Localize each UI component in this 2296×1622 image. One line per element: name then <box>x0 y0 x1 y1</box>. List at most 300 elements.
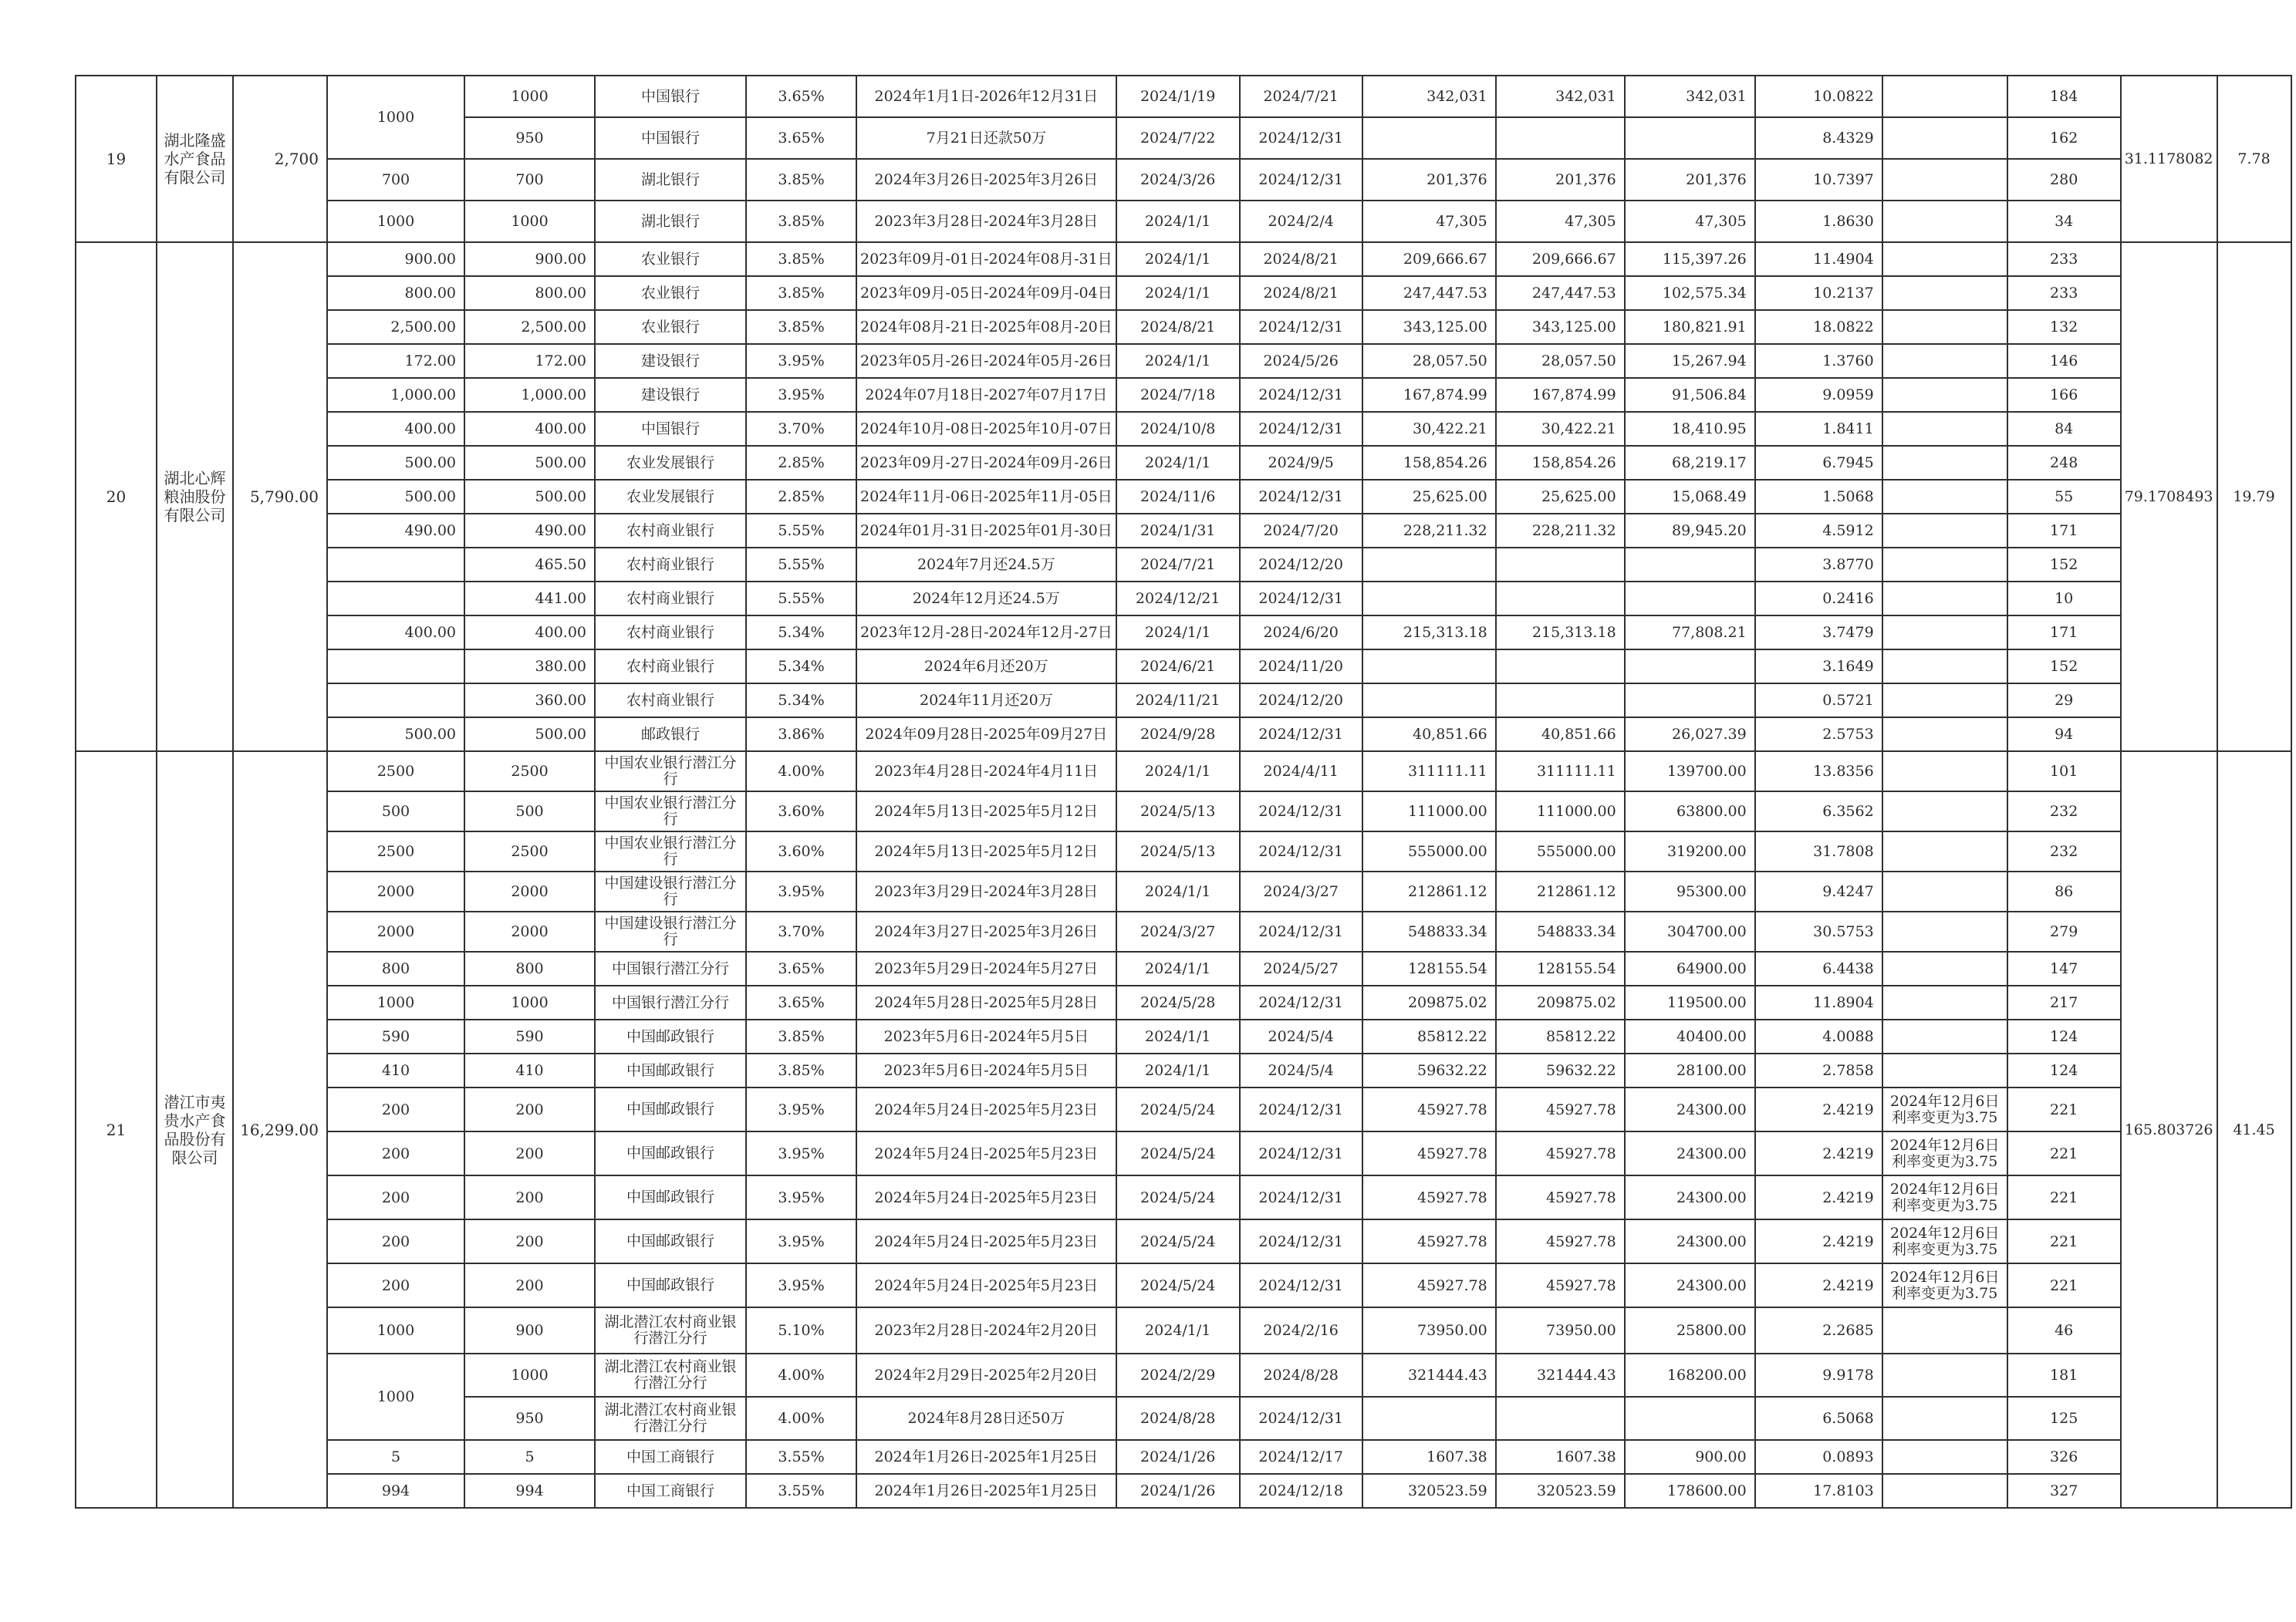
principal-cell: 200 <box>464 1131 595 1175</box>
amount-2-cell: 45927.78 <box>1496 1219 1625 1263</box>
interest-value-cell: 2.7858 <box>1755 1054 1882 1088</box>
amount-3-cell: 68,219.17 <box>1625 446 1755 480</box>
amount-3-cell: 95300.00 <box>1625 872 1755 912</box>
loan-amount-cell: 200 <box>327 1219 464 1263</box>
principal-cell: 200 <box>464 1088 595 1131</box>
bank-name-cell: 中国工商银行 <box>595 1440 746 1474</box>
interest-value-cell: 2.4219 <box>1755 1219 1882 1263</box>
interest-rate-cell: 4.00% <box>746 1354 856 1397</box>
table-row <box>76 344 2291 378</box>
interest-value-cell: 11.4904 <box>1755 242 1882 276</box>
amount-1-cell: 45927.78 <box>1362 1131 1496 1175</box>
interest-rate-cell: 3.60% <box>746 791 856 831</box>
days-cell: 221 <box>2007 1219 2121 1263</box>
start-date-cell: 2024/5/13 <box>1116 831 1240 872</box>
bank-name-cell: 中国银行 <box>595 76 746 117</box>
amount-2-cell: 167,874.99 <box>1496 378 1625 412</box>
principal-cell: 700 <box>464 159 595 201</box>
loan-period-cell: 2024年5月13日-2025年5月12日 <box>856 831 1116 872</box>
end-date-cell: 2024/5/27 <box>1240 952 1362 986</box>
end-date-cell: 2024/12/31 <box>1240 791 1362 831</box>
days-cell: 147 <box>2007 952 2121 986</box>
loan-period-cell: 2024年5月13日-2025年5月12日 <box>856 791 1116 831</box>
end-date-cell: 2024/9/5 <box>1240 446 1362 480</box>
note-cell <box>1882 872 2007 912</box>
loan-amount-cell: 500.00 <box>327 480 464 514</box>
loan-amount-cell: 900.00 <box>327 242 464 276</box>
days-cell: 279 <box>2007 912 2121 952</box>
start-date-cell: 2024/12/21 <box>1116 582 1240 615</box>
amount-3-cell: 63800.00 <box>1625 791 1755 831</box>
bank-name-cell: 农业银行 <box>595 310 746 344</box>
bank-name-cell: 中国银行潜江分行 <box>595 952 746 986</box>
interest-value-cell: 6.3562 <box>1755 791 1882 831</box>
loan-period-cell: 2024年2月29日-2025年2月20日 <box>856 1354 1116 1397</box>
principal-cell: 360.00 <box>464 683 595 717</box>
amount-2-cell: 85812.22 <box>1496 1020 1625 1054</box>
bank-name-cell: 农业发展银行 <box>595 446 746 480</box>
company-share-cell: 19.79 <box>2217 242 2291 751</box>
amount-2-cell: 212861.12 <box>1496 872 1625 912</box>
amount-3-cell: 24300.00 <box>1625 1175 1755 1219</box>
bank-name-cell: 农业发展银行 <box>595 480 746 514</box>
amount-2-cell: 321444.43 <box>1496 1354 1625 1397</box>
end-date-cell: 2024/2/4 <box>1240 201 1362 242</box>
loan-amount-cell: 1,000.00 <box>327 378 464 412</box>
days-cell: 248 <box>2007 446 2121 480</box>
amount-1-cell: 342,031 <box>1362 76 1496 117</box>
end-date-cell: 2024/8/28 <box>1240 1354 1362 1397</box>
end-date-cell: 2024/12/31 <box>1240 912 1362 952</box>
principal-cell: 1000 <box>464 76 595 117</box>
loan-amount-cell: 994 <box>327 1474 464 1508</box>
interest-rate-cell: 3.95% <box>746 344 856 378</box>
amount-2-cell <box>1496 683 1625 717</box>
days-cell: 34 <box>2007 201 2121 242</box>
amount-3-cell: 47,305 <box>1625 201 1755 242</box>
interest-rate-cell: 3.95% <box>746 1131 856 1175</box>
amount-1-cell: 45927.78 <box>1362 1219 1496 1263</box>
end-date-cell: 2024/12/31 <box>1240 717 1362 751</box>
start-date-cell: 2024/8/28 <box>1116 1397 1240 1440</box>
bank-name-cell: 中国邮政银行 <box>595 1219 746 1263</box>
table-row <box>76 1307 2291 1354</box>
bank-name-cell: 中国邮政银行 <box>595 1088 746 1131</box>
note-cell <box>1882 912 2007 952</box>
loan-amount-cell: 2000 <box>327 872 464 912</box>
interest-rate-cell: 3.70% <box>746 912 856 952</box>
start-date-cell: 2024/1/1 <box>1116 242 1240 276</box>
interest-value-cell: 3.1649 <box>1755 649 1882 683</box>
amount-2-cell: 25,625.00 <box>1496 480 1625 514</box>
bank-name-cell: 农村商业银行 <box>595 514 746 548</box>
start-date-cell: 2024/1/26 <box>1116 1474 1240 1508</box>
start-date-cell: 2024/1/1 <box>1116 615 1240 649</box>
principal-cell: 1,000.00 <box>464 378 595 412</box>
loan-amount-cell <box>327 582 464 615</box>
amount-3-cell: 24300.00 <box>1625 1263 1755 1307</box>
table-row <box>76 717 2291 751</box>
loan-amount-cell: 172.00 <box>327 344 464 378</box>
note-cell <box>1882 276 2007 310</box>
end-date-cell: 2024/6/20 <box>1240 615 1362 649</box>
table-row <box>76 912 2291 952</box>
loan-period-cell: 2023年09月-27日-2024年09月-26日 <box>856 446 1116 480</box>
amount-2-cell: 45927.78 <box>1496 1131 1625 1175</box>
note-cell <box>1882 76 2007 117</box>
bank-name-cell: 农村商业银行 <box>595 683 746 717</box>
table-row <box>76 514 2291 548</box>
principal-cell: 1000 <box>464 986 595 1020</box>
amount-2-cell: 247,447.53 <box>1496 276 1625 310</box>
days-cell: 166 <box>2007 378 2121 412</box>
table-row <box>76 1131 2291 1175</box>
days-cell: 10 <box>2007 582 2121 615</box>
start-date-cell: 2024/11/6 <box>1116 480 1240 514</box>
loan-amount-cell: 800.00 <box>327 276 464 310</box>
table-row <box>76 791 2291 831</box>
bank-name-cell: 农业银行 <box>595 242 746 276</box>
amount-3-cell: 26,027.39 <box>1625 717 1755 751</box>
amount-2-cell: 45927.78 <box>1496 1088 1625 1131</box>
days-cell: 46 <box>2007 1307 2121 1354</box>
principal-cell: 500 <box>464 791 595 831</box>
amount-2-cell: 209875.02 <box>1496 986 1625 1020</box>
interest-value-cell: 6.7945 <box>1755 446 1882 480</box>
amount-2-cell: 158,854.26 <box>1496 446 1625 480</box>
end-date-cell: 2024/3/27 <box>1240 872 1362 912</box>
bank-name-cell: 中国建设银行潜江分行 <box>595 912 746 952</box>
days-cell: 29 <box>2007 683 2121 717</box>
bank-name-cell: 农村商业银行 <box>595 582 746 615</box>
note-cell <box>1882 378 2007 412</box>
note-cell <box>1882 582 2007 615</box>
loan-period-cell: 2024年1月1日-2026年12月31日 <box>856 76 1116 117</box>
interest-rate-cell: 5.55% <box>746 548 856 582</box>
principal-cell: 1000 <box>464 201 595 242</box>
start-date-cell: 2024/8/21 <box>1116 310 1240 344</box>
days-cell: 181 <box>2007 1354 2121 1397</box>
interest-rate-cell: 3.65% <box>746 76 856 117</box>
bank-name-cell: 建设银行 <box>595 344 746 378</box>
amount-2-cell: 228,211.32 <box>1496 514 1625 548</box>
note-cell: 2024年12月6日利率变更为3.75 <box>1882 1175 2007 1219</box>
end-date-cell: 2024/12/31 <box>1240 480 1362 514</box>
start-date-cell: 2024/6/21 <box>1116 649 1240 683</box>
serial-number-cell: 21 <box>76 751 157 1508</box>
interest-value-cell: 2.5753 <box>1755 717 1882 751</box>
interest-rate-cell: 5.34% <box>746 615 856 649</box>
start-date-cell: 2024/1/26 <box>1116 1440 1240 1474</box>
table-row <box>76 412 2291 446</box>
amount-3-cell: 342,031 <box>1625 76 1755 117</box>
days-cell: 84 <box>2007 412 2121 446</box>
start-date-cell: 2024/1/1 <box>1116 952 1240 986</box>
start-date-cell: 2024/1/1 <box>1116 276 1240 310</box>
table-row <box>76 548 2291 582</box>
principal-cell: 380.00 <box>464 649 595 683</box>
note-cell <box>1882 117 2007 159</box>
days-cell: 221 <box>2007 1088 2121 1131</box>
note-cell <box>1882 310 2007 344</box>
amount-3-cell: 40400.00 <box>1625 1020 1755 1054</box>
note-cell <box>1882 986 2007 1020</box>
table-row <box>76 1175 2291 1219</box>
amount-3-cell: 319200.00 <box>1625 831 1755 872</box>
bank-name-cell: 中国邮政银行 <box>595 1175 746 1219</box>
table-row <box>76 201 2291 242</box>
bank-name-cell: 农村商业银行 <box>595 548 746 582</box>
amount-1-cell: 128155.54 <box>1362 952 1496 986</box>
amount-1-cell: 45927.78 <box>1362 1263 1496 1307</box>
loan-amount-cell <box>327 683 464 717</box>
end-date-cell: 2024/5/26 <box>1240 344 1362 378</box>
bank-name-cell: 中国邮政银行 <box>595 1131 746 1175</box>
amount-2-cell <box>1496 548 1625 582</box>
interest-rate-cell: 3.95% <box>746 1219 856 1263</box>
start-date-cell: 2024/2/29 <box>1116 1354 1240 1397</box>
amount-1-cell: 25,625.00 <box>1362 480 1496 514</box>
interest-value-cell: 3.7479 <box>1755 615 1882 649</box>
serial-number-cell: 20 <box>76 242 157 751</box>
amount-1-cell: 40,851.66 <box>1362 717 1496 751</box>
interest-rate-cell: 3.86% <box>746 717 856 751</box>
bank-name-cell: 中国银行 <box>595 117 746 159</box>
principal-cell: 950 <box>464 117 595 159</box>
principal-cell: 465.50 <box>464 548 595 582</box>
end-date-cell: 2024/7/21 <box>1240 76 1362 117</box>
amount-3-cell: 64900.00 <box>1625 952 1755 986</box>
amount-1-cell: 209875.02 <box>1362 986 1496 1020</box>
principal-cell: 2000 <box>464 912 595 952</box>
end-date-cell: 2024/5/4 <box>1240 1020 1362 1054</box>
loan-period-cell: 2024年1月26日-2025年1月25日 <box>856 1440 1116 1474</box>
interest-rate-cell: 2.85% <box>746 446 856 480</box>
amount-3-cell <box>1625 582 1755 615</box>
interest-rate-cell: 3.65% <box>746 986 856 1020</box>
interest-value-cell: 1.3760 <box>1755 344 1882 378</box>
loan-period-cell: 2023年09月-05日-2024年09月-04日 <box>856 276 1116 310</box>
principal-cell: 2500 <box>464 831 595 872</box>
amount-1-cell: 201,376 <box>1362 159 1496 201</box>
loan-period-cell: 2024年7月还24.5万 <box>856 548 1116 582</box>
start-date-cell: 2024/1/1 <box>1116 1054 1240 1088</box>
interest-value-cell: 3.8770 <box>1755 548 1882 582</box>
days-cell: 221 <box>2007 1263 2121 1307</box>
company-total-cell: 5,790.00 <box>233 242 327 751</box>
amount-2-cell: 209,666.67 <box>1496 242 1625 276</box>
loan-period-cell: 2024年5月24日-2025年5月23日 <box>856 1088 1116 1131</box>
amount-3-cell: 201,376 <box>1625 159 1755 201</box>
company-name-cell: 潜江市夷贵水产食品股份有限公司 <box>157 751 233 1508</box>
amount-2-cell: 40,851.66 <box>1496 717 1625 751</box>
table-row <box>76 276 2291 310</box>
table-row <box>76 751 2291 791</box>
company-subtotal-cell: 31.1178082 <box>2121 76 2217 242</box>
interest-rate-cell: 4.00% <box>746 1397 856 1440</box>
start-date-cell: 2024/1/31 <box>1116 514 1240 548</box>
amount-3-cell: 304700.00 <box>1625 912 1755 952</box>
interest-value-cell: 2.4219 <box>1755 1263 1882 1307</box>
interest-rate-cell: 3.65% <box>746 952 856 986</box>
loan-period-cell: 2024年07月18日-2027年07月17日 <box>856 378 1116 412</box>
loan-period-cell: 2024年12月还24.5万 <box>856 582 1116 615</box>
interest-rate-cell: 5.55% <box>746 514 856 548</box>
loan-period-cell: 7月21日还款50万 <box>856 117 1116 159</box>
loan-period-cell: 2024年3月26日-2025年3月26日 <box>856 159 1116 201</box>
start-date-cell: 2024/1/1 <box>1116 872 1240 912</box>
days-cell: 132 <box>2007 310 2121 344</box>
interest-value-cell: 2.4219 <box>1755 1175 1882 1219</box>
loan-period-cell: 2024年10月-08日-2025年10月-07日 <box>856 412 1116 446</box>
note-cell <box>1882 1397 2007 1440</box>
table-row <box>76 242 2291 276</box>
principal-cell: 5 <box>464 1440 595 1474</box>
amount-1-cell: 28,057.50 <box>1362 344 1496 378</box>
start-date-cell: 2024/1/1 <box>1116 446 1240 480</box>
note-cell: 2024年12月6日利率变更为3.75 <box>1882 1263 2007 1307</box>
amount-1-cell <box>1362 582 1496 615</box>
interest-rate-cell: 5.55% <box>746 582 856 615</box>
note-cell <box>1882 514 2007 548</box>
end-date-cell: 2024/12/18 <box>1240 1474 1362 1508</box>
start-date-cell: 2024/5/24 <box>1116 1088 1240 1131</box>
principal-cell: 590 <box>464 1020 595 1054</box>
interest-rate-cell: 5.34% <box>746 649 856 683</box>
note-cell <box>1882 344 2007 378</box>
amount-1-cell: 311111.11 <box>1362 751 1496 791</box>
serial-number-cell: 19 <box>76 76 157 242</box>
interest-rate-cell: 3.95% <box>746 378 856 412</box>
table-row <box>76 310 2291 344</box>
table-row <box>76 1054 2291 1088</box>
table-row <box>76 480 2291 514</box>
amount-1-cell: 30,422.21 <box>1362 412 1496 446</box>
end-date-cell: 2024/12/20 <box>1240 548 1362 582</box>
days-cell: 94 <box>2007 717 2121 751</box>
principal-cell: 400.00 <box>464 412 595 446</box>
amount-2-cell: 311111.11 <box>1496 751 1625 791</box>
amount-1-cell: 85812.22 <box>1362 1020 1496 1054</box>
start-date-cell: 2024/3/27 <box>1116 912 1240 952</box>
table-row <box>76 76 2291 117</box>
interest-value-cell: 0.5721 <box>1755 683 1882 717</box>
table-row <box>76 1088 2291 1131</box>
loan-period-cell: 2024年5月24日-2025年5月23日 <box>856 1263 1116 1307</box>
loan-period-cell: 2024年5月24日-2025年5月23日 <box>856 1219 1116 1263</box>
amount-2-cell: 342,031 <box>1496 76 1625 117</box>
table-row <box>76 952 2291 986</box>
amount-3-cell: 15,068.49 <box>1625 480 1755 514</box>
note-cell: 2024年12月6日利率变更为3.75 <box>1882 1088 2007 1131</box>
principal-cell: 172.00 <box>464 344 595 378</box>
interest-value-cell: 0.2416 <box>1755 582 1882 615</box>
loan-period-cell: 2023年05月-26日-2024年05月-26日 <box>856 344 1116 378</box>
bank-name-cell: 湖北银行 <box>595 159 746 201</box>
days-cell: 171 <box>2007 514 2121 548</box>
amount-3-cell: 115,397.26 <box>1625 242 1755 276</box>
interest-value-cell: 8.4329 <box>1755 117 1882 159</box>
interest-rate-cell: 3.55% <box>746 1440 856 1474</box>
amount-3-cell: 139700.00 <box>1625 751 1755 791</box>
start-date-cell: 2024/7/18 <box>1116 378 1240 412</box>
end-date-cell: 2024/12/20 <box>1240 683 1362 717</box>
interest-rate-cell: 3.55% <box>746 1474 856 1508</box>
amount-3-cell: 77,808.21 <box>1625 615 1755 649</box>
note-cell <box>1882 1440 2007 1474</box>
start-date-cell: 2024/5/24 <box>1116 1219 1240 1263</box>
note-cell <box>1882 548 2007 582</box>
end-date-cell: 2024/12/31 <box>1240 986 1362 1020</box>
days-cell: 125 <box>2007 1397 2121 1440</box>
loan-amount-cell: 500.00 <box>327 446 464 480</box>
interest-rate-cell: 3.85% <box>746 201 856 242</box>
amount-1-cell: 228,211.32 <box>1362 514 1496 548</box>
days-cell: 124 <box>2007 1054 2121 1088</box>
days-cell: 184 <box>2007 76 2121 117</box>
note-cell <box>1882 480 2007 514</box>
amount-1-cell <box>1362 1397 1496 1440</box>
days-cell: 55 <box>2007 480 2121 514</box>
interest-value-cell: 4.0088 <box>1755 1020 1882 1054</box>
start-date-cell: 2024/7/22 <box>1116 117 1240 159</box>
table-row <box>76 649 2291 683</box>
interest-rate-cell: 3.85% <box>746 310 856 344</box>
amount-2-cell: 128155.54 <box>1496 952 1625 986</box>
loan-period-cell: 2023年3月29日-2024年3月28日 <box>856 872 1116 912</box>
days-cell: 124 <box>2007 1020 2121 1054</box>
start-date-cell: 2024/5/24 <box>1116 1263 1240 1307</box>
principal-cell: 500.00 <box>464 446 595 480</box>
amount-1-cell: 555000.00 <box>1362 831 1496 872</box>
loan-period-cell: 2024年11月-06日-2025年11月-05日 <box>856 480 1116 514</box>
company-subtotal-cell: 165.803726 <box>2121 751 2217 1508</box>
loan-period-cell: 2023年3月28日-2024年3月28日 <box>856 201 1116 242</box>
amount-1-cell: 212861.12 <box>1362 872 1496 912</box>
principal-cell: 900.00 <box>464 242 595 276</box>
end-date-cell: 2024/5/4 <box>1240 1054 1362 1088</box>
end-date-cell: 2024/12/17 <box>1240 1440 1362 1474</box>
end-date-cell: 2024/12/31 <box>1240 1263 1362 1307</box>
principal-cell: 500.00 <box>464 480 595 514</box>
amount-3-cell <box>1625 117 1755 159</box>
amount-1-cell: 215,313.18 <box>1362 615 1496 649</box>
end-date-cell: 2024/12/31 <box>1240 582 1362 615</box>
table-row <box>76 582 2291 615</box>
end-date-cell: 2024/12/31 <box>1240 1219 1362 1263</box>
loan-period-cell: 2024年5月24日-2025年5月23日 <box>856 1131 1116 1175</box>
note-cell <box>1882 1054 2007 1088</box>
days-cell: 217 <box>2007 986 2121 1020</box>
start-date-cell: 2024/1/1 <box>1116 344 1240 378</box>
interest-value-cell: 10.0822 <box>1755 76 1882 117</box>
note-cell <box>1882 791 2007 831</box>
amount-3-cell: 900.00 <box>1625 1440 1755 1474</box>
amount-2-cell: 1607.38 <box>1496 1440 1625 1474</box>
company-total-cell: 16,299.00 <box>233 751 327 1508</box>
note-cell <box>1882 159 2007 201</box>
note-cell <box>1882 201 2007 242</box>
amount-1-cell: 209,666.67 <box>1362 242 1496 276</box>
end-date-cell: 2024/12/31 <box>1240 117 1362 159</box>
interest-value-cell: 9.9178 <box>1755 1354 1882 1397</box>
loan-period-cell: 2023年2月28日-2024年2月20日 <box>856 1307 1116 1354</box>
interest-value-cell: 9.4247 <box>1755 872 1882 912</box>
amount-1-cell: 111000.00 <box>1362 791 1496 831</box>
table-row <box>76 446 2291 480</box>
end-date-cell: 2024/12/31 <box>1240 412 1362 446</box>
end-date-cell: 2024/7/20 <box>1240 514 1362 548</box>
